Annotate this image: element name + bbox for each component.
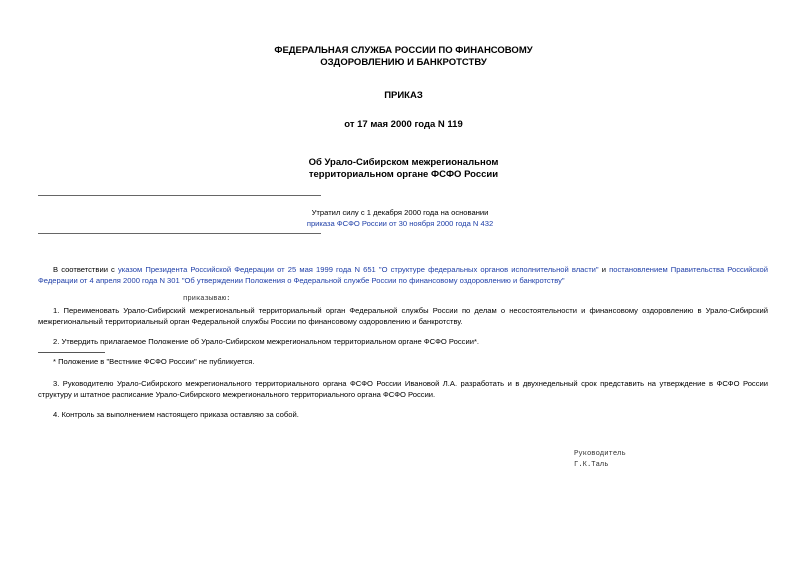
signature-block xyxy=(574,449,634,471)
document-type: ПРИКАЗ xyxy=(384,90,423,101)
order-item-1: 1. Переименовать Урало-Сибирский межрегиональный территориальный орган Федеральной службы России по делам о несостоятельности и финансовому оздоровлению в Урало-Сибирский межрегиональный территориальный орган Федеральной службы России по финансовому оздоровлению и банкротству. xyxy=(38,306,768,326)
preamble-text-2: и xyxy=(598,265,610,274)
divider-bottom xyxy=(38,233,321,234)
document-date: от 17 мая 2000 года N 119 xyxy=(344,119,463,130)
document-title-line2: территориальном органе ФСФО России xyxy=(308,169,499,180)
agency-name-line2: ОЗДОРОВЛЕНИЮ И БАНКРОТСТВУ xyxy=(320,57,487,68)
agency-name xyxy=(0,45,807,69)
government-resolution-link[interactable]: постановлением Правительства Российской Федерации от 4 апреля 2000 года N 301 "Об утверждении Положения о Федеральной службе России по финансовому оздоровлению и банкротству" xyxy=(38,265,769,285)
order-word: приказываю: xyxy=(183,295,231,303)
order-item-2: 2. Утвердить прилагаемое Положение об Урало-Сибирском межрегиональном территориальном органе ФСФО России*. xyxy=(53,337,480,346)
signatory-name: Г.К.Таль xyxy=(574,461,609,469)
footnote-divider xyxy=(38,352,105,353)
document-title xyxy=(0,157,807,181)
order-item-4: 4. Контроль за выполнением настоящего приказа оставляю за собой. xyxy=(53,410,299,419)
divider-top xyxy=(38,195,321,196)
footnote: * Положение в "Вестнике ФСФО России" не публикуется. xyxy=(53,357,255,366)
repeal-note xyxy=(245,207,555,229)
repeal-order-link[interactable]: приказа ФСФО России от 30 ноября 2000 года N 432 xyxy=(306,219,494,228)
preamble-text-1: В соответствии с xyxy=(53,265,118,274)
agency-name-line1: ФЕДЕРАЛЬНАЯ СЛУЖБА РОССИИ ПО ФИНАНСОВОМУ xyxy=(274,45,533,56)
presidential-decree-link[interactable]: указом Президента Российской Федерации от 25 мая 1999 года N 651 "О структуре федеральных органов исполнительной власти" xyxy=(117,265,599,274)
document-title-line1: Об Урало-Сибирском межрегиональном xyxy=(308,157,499,168)
preamble-paragraph xyxy=(38,264,768,286)
signatory-position: Руководитель xyxy=(574,450,626,458)
repeal-note-text: Утратил силу с 1 декабря 2000 года на основании xyxy=(311,208,489,217)
order-item-3: 3. Руководителю Урало-Сибирского межрегионального территориального органа ФСФО России Ивановой Л.А. разработать и в двухнедельный срок представить на утверждение в ФСФО России структуру и штатное расписание Урало-Сибирского межрегионального территориального органа ФСФО России. xyxy=(38,379,768,399)
